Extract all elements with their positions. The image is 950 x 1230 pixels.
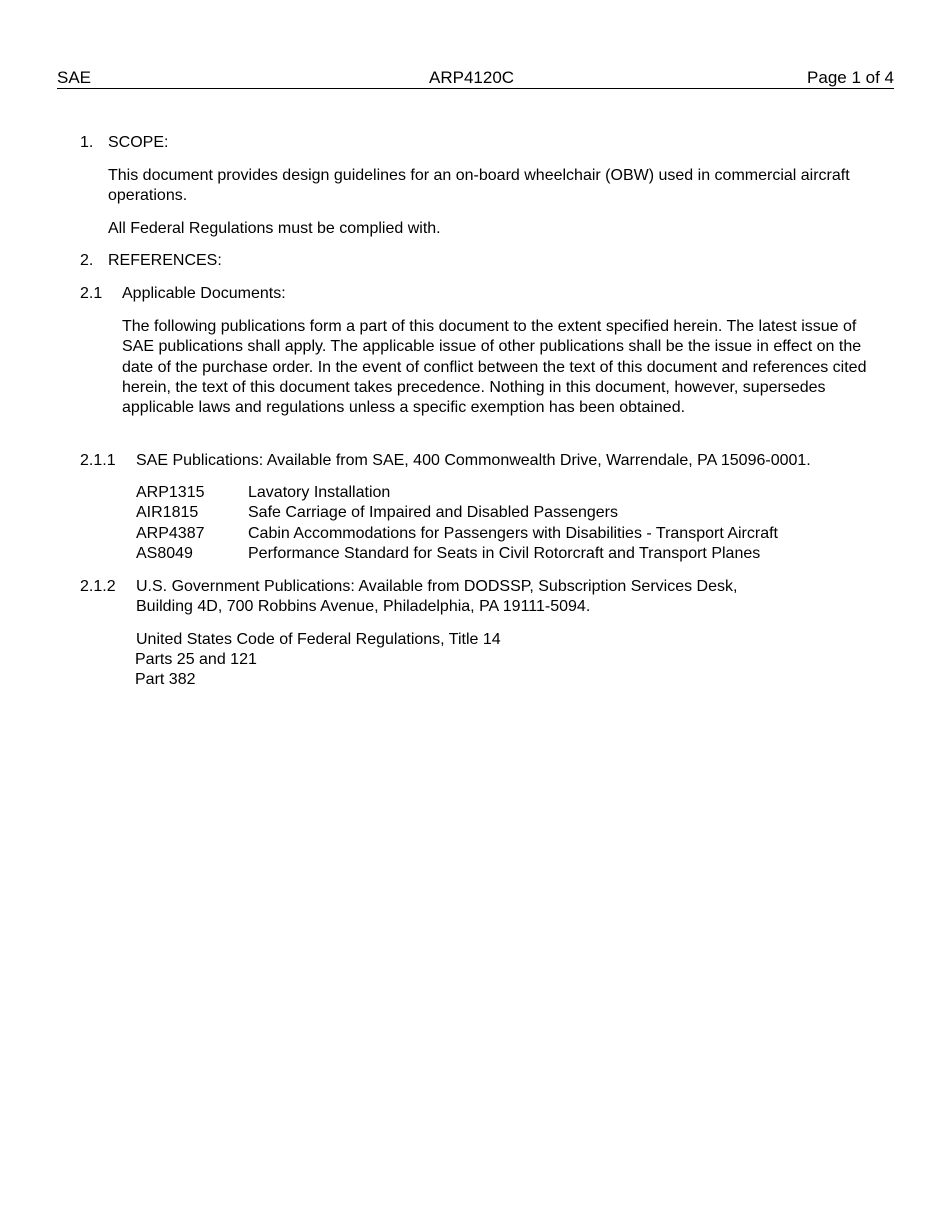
sae-pub-desc: Performance Standard for Seats in Civil Rotorcraft and Transport Planes [248, 545, 761, 562]
section-gov-pubs-title-line1: U.S. Government Publications: Available from DODSSP, Subscription Services Desk, [136, 578, 738, 595]
sae-pub-code: ARP4387 [136, 525, 205, 542]
cfr-part: Part 382 [135, 671, 196, 688]
section-scope-number: 1. [80, 134, 94, 151]
applicable-paragraph: The following publications form a part of this document to the extent specified herein. The latest issue of SAE publications shall apply. The applicable issue of other publications shall be the issue in effect on the date of the purchase order. In the event of conflict between the text of this document and references cited herein, the text of this document takes precedence. Nothing in this document, however, supersedes applicable laws and regulations unless a specific exemption has been obtained. [122, 318, 867, 417]
section-sae-pubs-number: 2.1.1 [80, 452, 116, 469]
header-organization: SAE [57, 68, 92, 87]
section-gov-pubs-number: 2.1.2 [80, 578, 116, 595]
section-applicable-title: Applicable Documents: [122, 285, 286, 302]
section-sae-pubs-title: SAE Publications: Available from SAE, 400 Commonwealth Drive, Warrendale, PA 15096-0001. [136, 452, 811, 469]
scope-paragraph-2: All Federal Regulations must be complied with. [108, 220, 441, 237]
section-scope-title: SCOPE: [108, 134, 169, 151]
sae-pub-code: AIR1815 [136, 504, 199, 521]
scope-paragraph-1: This document provides design guidelines for an on-board wheelchair (OBW) used in commercial aircraft operations. [108, 167, 850, 205]
page-header [57, 68, 894, 89]
sae-pub-code: AS8049 [136, 545, 193, 562]
sae-pub-desc: Safe Carriage of Impaired and Disabled Passengers [248, 504, 618, 521]
cfr-title: United States Code of Federal Regulations, Title 14 [136, 631, 501, 648]
sae-pub-desc: Cabin Accommodations for Passengers with Disabilities - Transport Aircraft [248, 525, 778, 542]
section-gov-pubs-title-line2: Building 4D, 700 Robbins Avenue, Philadelphia, PA 19111-5094. [136, 598, 591, 615]
section-references-number: 2. [80, 252, 94, 269]
sae-pub-code: ARP1315 [136, 484, 205, 501]
header-page-number: Page 1 of 4 [807, 68, 894, 87]
section-references-title: REFERENCES: [108, 252, 222, 269]
cfr-part: Parts 25 and 121 [135, 651, 257, 668]
sae-pub-desc: Lavatory Installation [248, 484, 391, 501]
section-applicable-number: 2.1 [80, 285, 103, 302]
header-document-number: ARP4120C [429, 68, 515, 87]
